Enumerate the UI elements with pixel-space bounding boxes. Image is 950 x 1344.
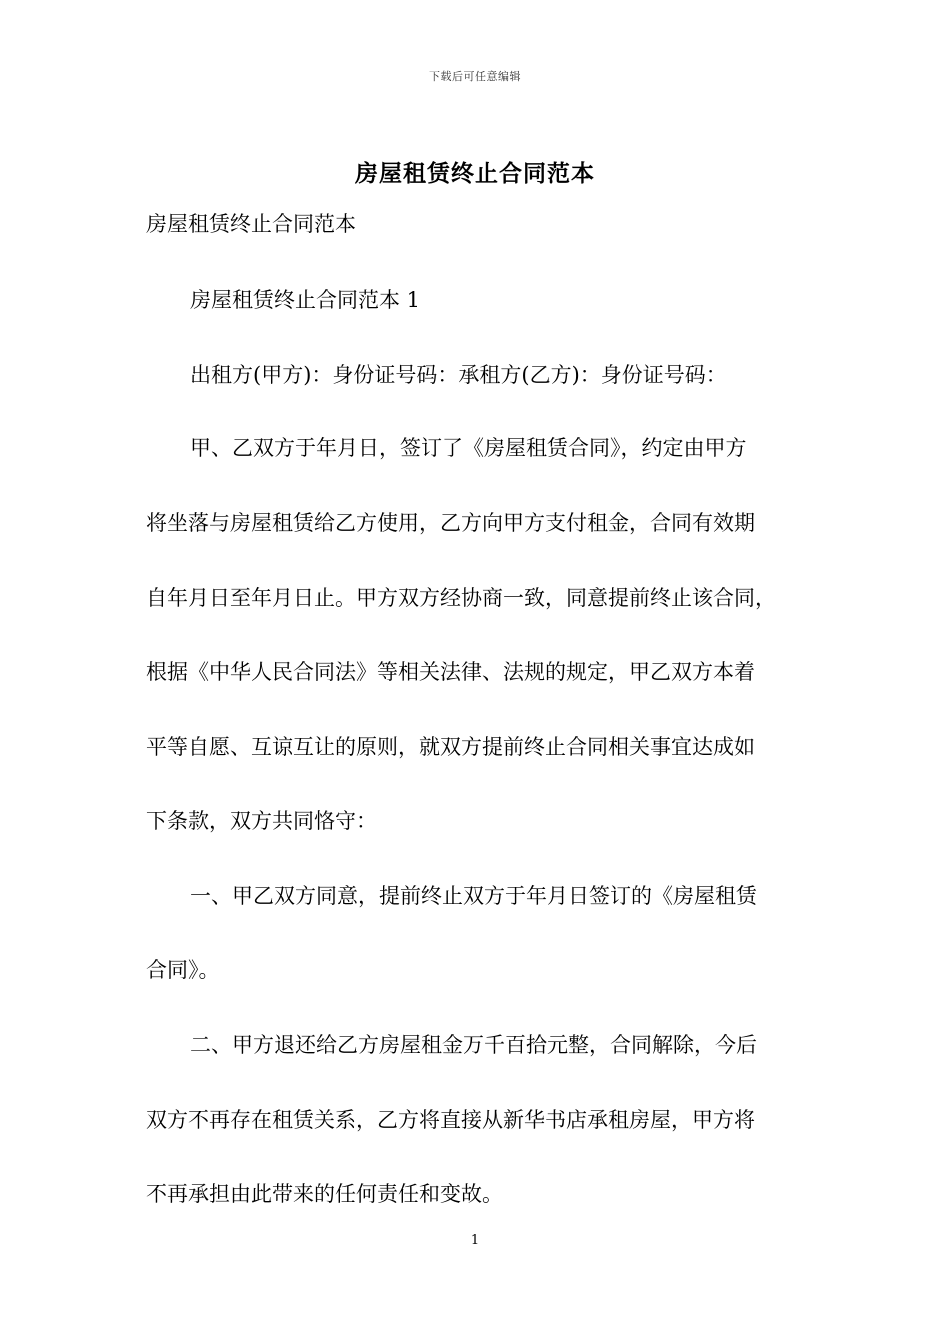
clause-line: 一、甲乙双方同意，提前终止双方于年月日签订的《房屋租赁: [190, 884, 757, 908]
clause-line: 不再承担由此带来的任何责任和变故。: [146, 1182, 503, 1206]
parties-line: 出租方(甲方)：身份证号码：承租方(乙方)：身份证号码：: [190, 363, 727, 387]
paragraph-line: 自年月日至年月日止。甲方双方经协商一致，同意提前终止该合同，: [146, 586, 776, 610]
paragraph-line: 平等自愿、互谅互让的原则，就双方提前终止合同相关事宜达成如: [146, 735, 755, 759]
clause-line: 二、甲方退还给乙方房屋租金万千百拾元整，合同解除，今后: [190, 1033, 757, 1057]
section-heading: 房屋租赁终止合同范本 1: [190, 288, 421, 312]
clause-line: 双方不再存在租赁关系，乙方将直接从新华书店承租房屋，甲方将: [146, 1108, 755, 1132]
paragraph-line: 根据《中华人民合同法》等相关法律、法规的规定，甲乙双方本着: [146, 660, 755, 684]
paragraph-line: 下条款，双方共同恪守：: [146, 809, 377, 833]
clause-line: 合同》。: [146, 958, 220, 982]
document-subtitle: 房屋租赁终止合同范本: [146, 212, 356, 236]
document-title: 房屋租赁终止合同范本: [355, 160, 595, 187]
paragraph-line: 将坐落与房屋租赁给乙方使用，乙方向甲方支付租金，合同有效期: [146, 511, 755, 535]
paragraph-line: 甲、乙双方于年月日，签订了《房屋租赁合同》，约定由甲方: [190, 436, 747, 460]
page-number: 1: [470, 1233, 480, 1248]
header-note: 下载后可任意编辑: [429, 70, 521, 83]
